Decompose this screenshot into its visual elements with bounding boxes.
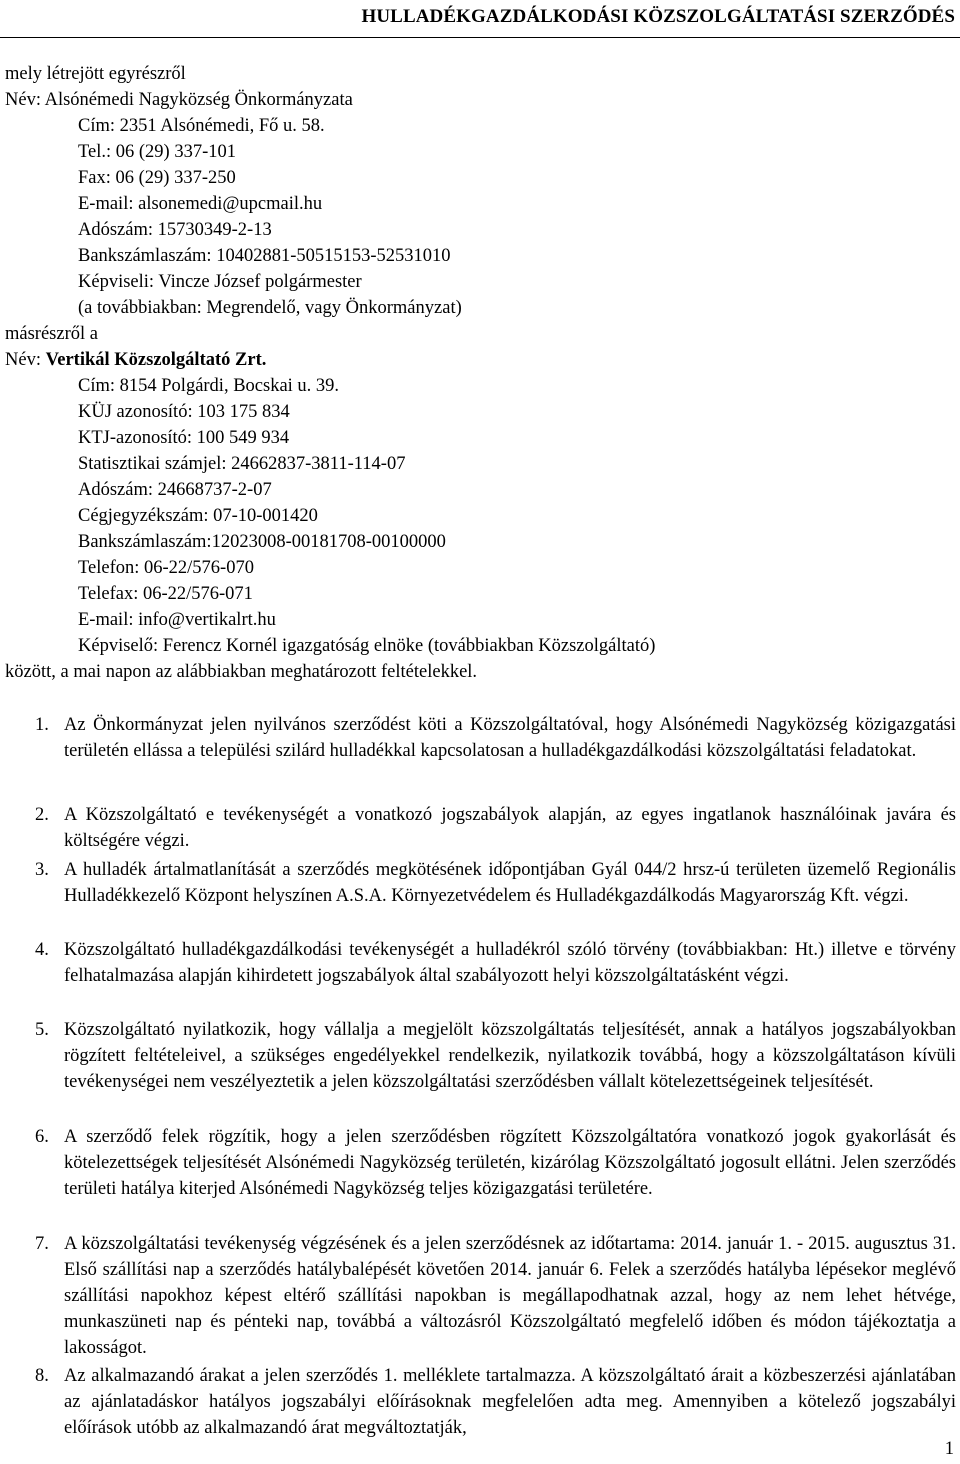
between-text: között, a mai napon az alábbiakban meghatározott feltételekkel.: [5, 662, 478, 682]
party2-company-reg: Cégjegyzékszám: 07-10-001420: [78, 506, 318, 526]
contract-item-1: [5, 712, 956, 764]
party1-name: [5, 87, 353, 113]
contract-item-7: [5, 1231, 956, 1361]
party1-tax: Adószám: 15730349-2-13: [78, 220, 272, 240]
contract-item-3: [5, 857, 956, 909]
contract-item-4: [5, 937, 956, 989]
party1-email: E-mail: alsonemedi@upcmail.hu: [78, 194, 323, 214]
party1-fax: Fax: 06 (29) 337-250: [78, 168, 236, 188]
party2-stat: Statisztikai számjel: 24662837-3811-114-07: [78, 454, 406, 474]
item-number: 2.: [35, 805, 49, 825]
party2-phone: Telefon: 06-22/576-070: [78, 558, 254, 578]
party2-kuj: KÜJ azonosító: 103 175 834: [78, 402, 290, 422]
item-text: A szerződő felek rögzítik, hogy a jelen szerződésben rögzített Közszolgáltatóra vonatkozó jogok gyakorlását és kötelezettségek teljesítését Alsónémedi Nagyközség területén, kizárólag Közszolgáltató jogosult ellátni. Jelen szerződés területi hatálya kiterjed Alsónémedi Nagyközség teljes közigazgatási területére.: [64, 1127, 956, 1199]
item-number: 5.: [35, 1020, 49, 1040]
item-text: A Közszolgáltató e tevékenységét a vonatkozó jogszabályok alapján, az egyes ingatlanok használóinak javára és költségére végzi.: [64, 805, 956, 851]
item-number: 3.: [35, 860, 49, 880]
party1-rep: Képviseli: Vincze József polgármester: [78, 272, 362, 292]
item-number: 6.: [35, 1127, 49, 1147]
contract-item-5: [5, 1017, 956, 1095]
party2-name: [5, 347, 266, 373]
contract-item-2: [5, 802, 956, 854]
item-text: Közszolgáltató hulladékgazdálkodási tevékenységét a hulladékról szóló törvény (továbbiakban: Ht.) illetve e törvény felhatalmazása alapján kihirdetett jogszabályok által szabályozott helyi közszolgáltatásként végzi.: [64, 940, 956, 986]
party2-tax: Adószám: 24668737-2-07: [78, 480, 272, 500]
item-text: A közszolgáltatási tevékenység végzésének és a jelen szerződésnek az időtartama: 2014. január 1. - 2015. augusztus 31. Első szállítási nap a szerződés hatálybalépését követően 2014. január 6. Felek a szerződés hatályba lépésekor meglévő szállítási napokhoz képest eltérő szállítási napokban is megállapodhatnak azzal, hogy az nem lehet hétvége, munkaszüneti nap és pénteki nap, továbbá a változásról Közszolgáltató megfelelő időben és módon tájékoztatja a lakosságot.: [64, 1234, 956, 1358]
document-title: HULLADÉKGAZDÁLKODÁSI KÖZSZOLGÁLTATÁSI SZERZŐDÉS: [361, 6, 955, 27]
item-number: 4.: [35, 940, 49, 960]
contract-item-8: [5, 1363, 956, 1441]
party1-bank: Bankszámlaszám: 10402881-50515153-52531010: [78, 246, 451, 266]
item-number: 1.: [35, 715, 49, 735]
party1-name-label: Név:: [5, 90, 45, 110]
other-side-text: másrészről a: [5, 324, 98, 344]
item-number: 7.: [35, 1234, 49, 1254]
party1-name-value: Alsónémedi Nagyközség Önkormányzata: [44, 90, 353, 110]
title-underline: [0, 37, 960, 38]
party1-address: Cím: 2351 Alsónémedi, Fő u. 58.: [78, 116, 325, 136]
item-number: 8.: [35, 1366, 49, 1386]
party2-email: E-mail: info@vertikalrt.hu: [78, 610, 276, 630]
party1-alias: (a továbbiakban: Megrendelő, vagy Önkormányzat): [78, 298, 462, 318]
page-number: 1: [944, 1439, 954, 1459]
party2-name-label: Név:: [5, 350, 46, 370]
item-text: Közszolgáltató nyilatkozik, hogy vállalja a megjelölt közszolgáltatás teljesítését, annak a hatályos jogszabályokban rögzített feltételeivel, a szükséges engedélyekkel rendelkezik, nyilatkozik továbbá, hogy a közszolgáltatáson kívüli tevékenységei nem veszélyeztetik a jelen közszolgáltatási szerződésben vállalt kötelezettségeinek teljesítését.: [64, 1020, 956, 1092]
intro-text: mely létrejött egyrészről: [5, 64, 186, 84]
contract-item-6: [5, 1124, 956, 1202]
party2-name-value: Vertikál Közszolgáltató Zrt.: [45, 350, 267, 370]
item-text: Az alkalmazandó árakat a jelen szerződés 1. melléklete tartalmazza. A közszolgáltató árait a közbeszerzési ajánlatában az ajánlatadáskor hatályos jogszabályi előírásoknak megfelelően adta meg. Amennyiben a kötelező jogszabályi előírások utóbb az alkalmazandó árat megváltoztatják,: [64, 1366, 956, 1438]
item-text: Az Önkormányzat jelen nyilvános szerződést köti a Közszolgáltatóval, hogy Alsónémedi Nagyközség közigazgatási területén ellássa a települési szilárd hulladékkal kapcsolatosan a hulladékgazdálkodási közszolgáltatási feladatokat.: [64, 715, 956, 761]
party2-bank: Bankszámlaszám:12023008-00181708-00100000: [78, 532, 446, 552]
party2-address: Cím: 8154 Polgárdi, Bocskai u. 39.: [78, 376, 340, 396]
party2-telefax: Telefax: 06-22/576-071: [78, 584, 253, 604]
item-text: A hulladék ártalmatlanítását a szerződés megkötésének időpontjában Gyál 044/2 hrsz-ú területen üzemelő Regionális Hulladékkezelő Központ helyszínen A.S.A. Környezetvédelem és Hulladékgazdálkodás Magyarország Kft. végzi.: [64, 860, 956, 906]
party1-tel: Tel.: 06 (29) 337-101: [78, 142, 236, 162]
party2-rep: Képviselő: Ferencz Kornél igazgatóság elnöke (továbbiakban Közszolgáltató): [78, 636, 656, 656]
party2-ktj: KTJ-azonosító: 100 549 934: [78, 428, 290, 448]
